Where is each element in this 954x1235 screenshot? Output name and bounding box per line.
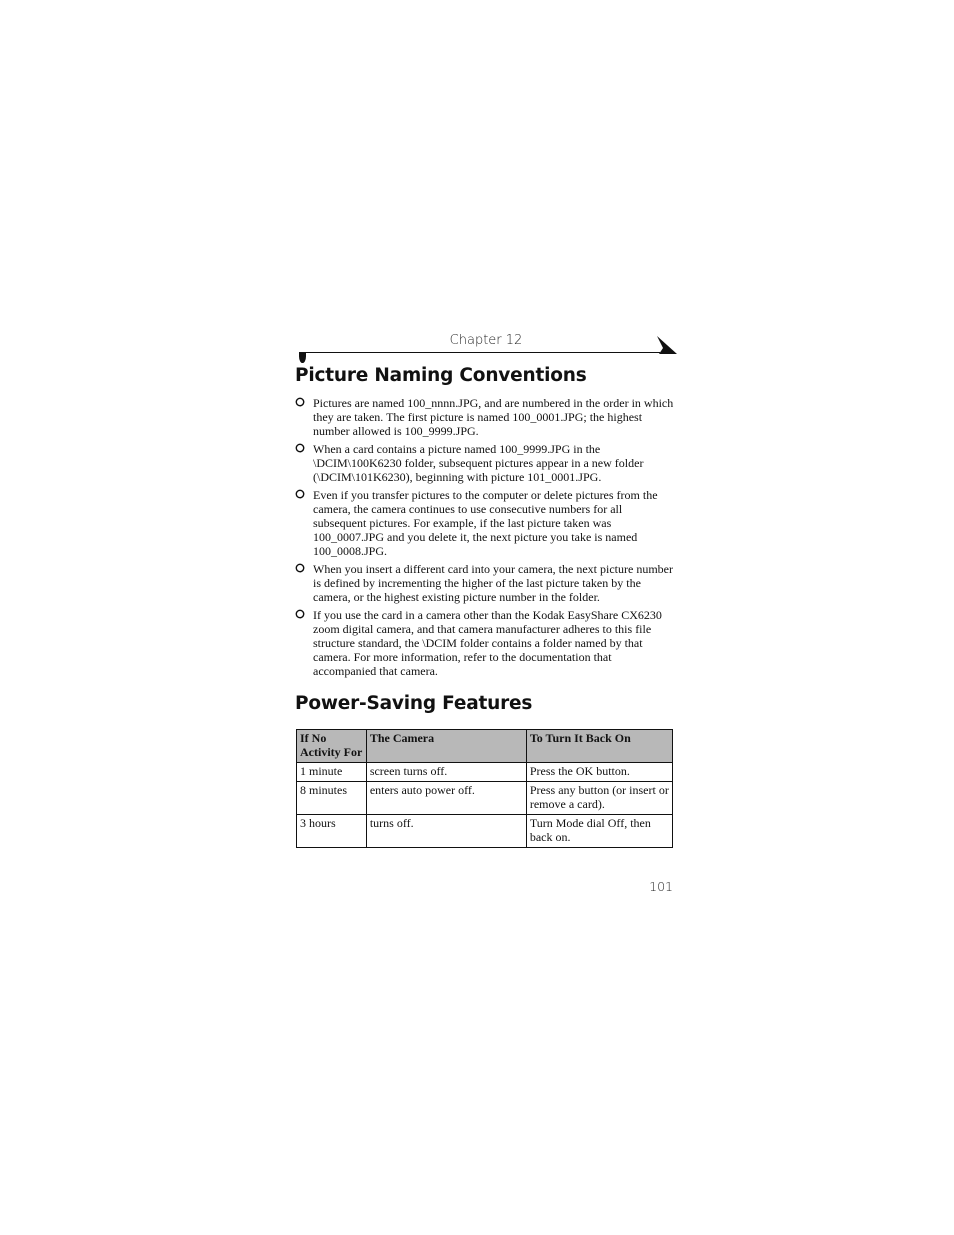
list-item-text: When a card contains a picture named 100_9999.JPG in the \DCIM\100K6230 folder, subsequent pictures appear in a new folder (\DCIM\101K6230), beginning with picture 101_0001.JPG. [313, 442, 644, 484]
table-cell: 1 minute [297, 763, 367, 782]
list-item-text: If you use the card in a camera other than the Kodak EasyShare CX6230 zoom digital camera, and that camera manufacturer adheres to this file structure standard, the \DCIM folder contains a folder named by that camera. For more information, refer to the documentation that accompanied that camera. [313, 608, 662, 678]
table-cell: Press any button (or insert or remove a card). [526, 782, 672, 815]
hollow-circle-bullet-icon [295, 489, 305, 499]
section-heading-picture-naming: Picture Naming Conventions [295, 365, 587, 386]
table-cell: Press the OK button. [526, 763, 672, 782]
table-row [297, 782, 673, 815]
table-cell: 8 minutes [297, 782, 367, 815]
table-cell: turns off. [366, 815, 526, 848]
hollow-circle-bullet-icon [295, 443, 305, 453]
column-header: The Camera [366, 730, 526, 763]
section-heading-power-saving: Power-Saving Features [295, 693, 533, 714]
table-row [297, 815, 673, 848]
list-item [295, 608, 675, 678]
table-cell: enters auto power off. [366, 782, 526, 815]
list-item [295, 562, 675, 604]
page-number: 101 [649, 879, 673, 894]
column-header: To Turn It Back On [526, 730, 672, 763]
hollow-circle-bullet-icon [295, 609, 305, 619]
header-dot-marker [299, 352, 306, 363]
header-rule [302, 352, 660, 353]
hollow-circle-bullet-icon [295, 397, 305, 407]
table-cell: 3 hours [297, 815, 367, 848]
list-item-text: Even if you transfer pictures to the computer or delete pictures from the camera, the camera continues to use consecutive numbers for all subsequent pictures. For example, if the last picture taken was 100_0007.JPG and you delete it, the next picture you take is named 100_0008.JPG. [313, 488, 658, 558]
header-tab-icon [657, 336, 677, 354]
table-header-row [297, 730, 673, 763]
list-item-text: Pictures are named 100_nnnn.JPG, and are numbered in the order in which they are taken. The first picture is named 100_0001.JPG; the highest number allowed is 100_9999.JPG. [313, 396, 674, 438]
hollow-circle-bullet-icon [295, 563, 305, 573]
chapter-label: Chapter 12 [449, 333, 523, 348]
table-row [297, 763, 673, 782]
column-header: If No Activity For [297, 730, 367, 763]
table-cell: screen turns off. [366, 763, 526, 782]
table-cell: Turn Mode dial Off, then back on. [526, 815, 672, 848]
list-item [295, 488, 675, 558]
picture-naming-list [295, 396, 675, 682]
list-item [295, 396, 675, 438]
power-saving-table [296, 729, 673, 848]
list-item [295, 442, 675, 484]
list-item-text: When you insert a different card into your camera, the next picture number is defined by incrementing the higher of the last picture taken by the camera, or the highest existing picture number in the folder. [313, 562, 673, 604]
